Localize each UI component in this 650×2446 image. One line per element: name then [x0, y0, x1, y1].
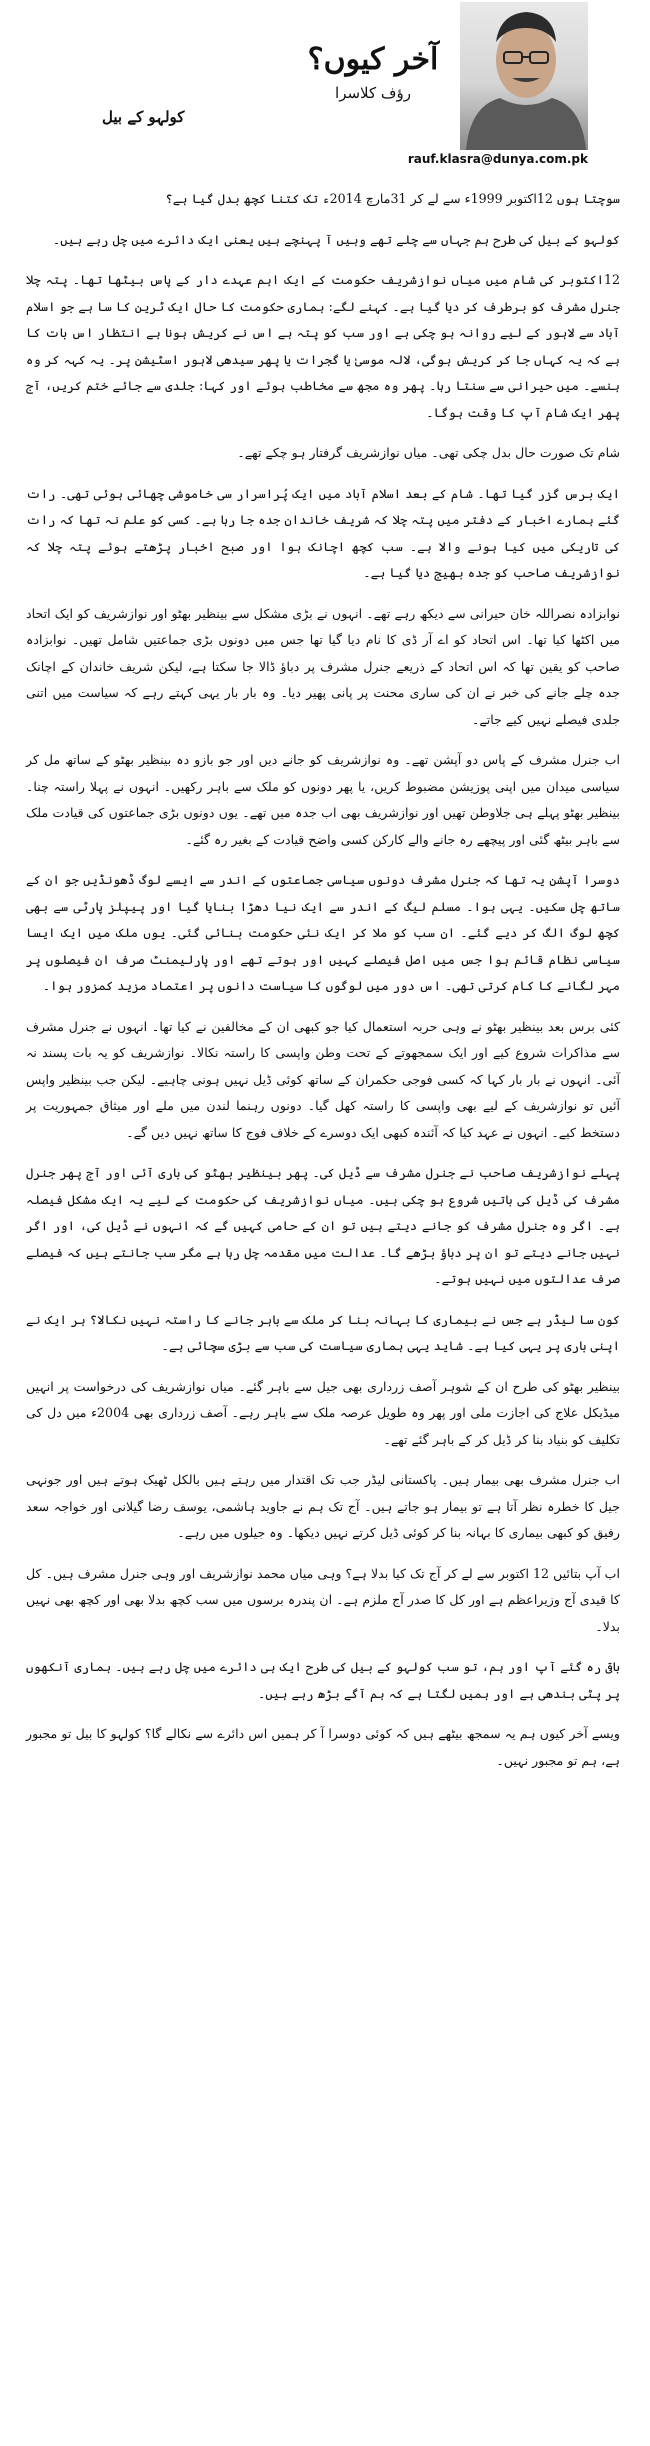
- author-email[interactable]: rauf.klasra@dunya.com.pk: [407, 152, 588, 166]
- paragraph: ویسے آخر کیوں ہم یہ سمجھ بیٹھے ہیں کہ کوئی دوسرا آ کر ہمیں اس دائرے سے نکالے گا؟ کولہو کا بیل تو مجبور ہے، ہم تو مجبور نہیں۔: [26, 1726, 620, 1768]
- article-body: [26, 186, 620, 1788]
- paragraph: اب جنرل مشرف کے پاس دو آپشن تھے۔ وہ نوازشریف کو جانے دیں اور جو بازو دہ بینظیر بھٹو کے ساتھ مل کر سیاسی میدان میں اپنی پوزیشن مضبوط کریں، یا پھر دونوں کو ملک سے باہر رکھیں۔ انہوں نے پہلا راستہ چنا۔ بینظیر بھٹو پہلے ہی جلاوطن تھیں اور نوازشریف بھی اب جدہ میں تھے۔ یوں دونوں بڑی جماعتوں کی قیادت ملک سے باہر بیٹھ گئی اور پیچھے رہ جانے والے کارکن کسی واضح قیادت کے بغیر رہ گئے۔: [26, 752, 620, 847]
- paragraph: شام تک صورت حال بدل چکی تھی۔ میاں نوازشریف گرفتار ہو چکے تھے۔: [237, 445, 620, 460]
- paragraph: نوابزادہ نصراللہ خان حیرانی سے دیکھ رہے تھے۔ انہوں نے بڑی مشکل سے بینظیر بھٹو اور نوازشریف کو ایک اتحاد میں اکٹھا کیا تھا۔ اس اتحاد کو اے آر ڈی کا نام دیا گیا تھا جس میں دونوں بڑی جماعتیں شامل تھیں۔ نوابزادہ صاحب کو یقین تھا کہ اس اتحاد کے ذریعے جنرل مشرف پر دباؤ ڈالا جا سکتا ہے، لیکن شریف خاندان کے اچانک جدہ چلے جانے کی خبر نے ان کی ساری محنت پر پانی پھیر دیا۔ وہ بار بار یہی کہتے رہے کہ سیاست میں اتنی جلدی فیصلے نہیں کیے جاتے۔: [26, 605, 620, 727]
- column-header: [22, 0, 620, 180]
- column-masthead: [298, 40, 448, 102]
- masthead-title: آخر کیوں؟: [307, 42, 439, 77]
- paragraph: دوسرا آپشن یہ تھا کہ جنرل مشرف دونوں سیاسی جماعتوں کے اندر سے ایسے لوگ ڈھونڈیں جو ان کے ساتھ چل سکیں۔ یہی ہوا۔ مسلم لیگ کے اندر سے ایک نیا دھڑا بنایا گیا اور پیپلز پارٹی سے بھی کچھ لوگ الگ کر دیے گئے۔ ان سب کو ملا کر ایک نئی حکومت بنائی گئی۔ یوں ملک میں ایک ایسا سیاسی نظام قائم ہوا جس میں اصل فیصلے کہیں اور ہوتے تھے اور پارلیمنٹ صرف ان فیصلوں پر مہر لگانے کا کام کرتی تھی۔ اس دور میں لوگوں کا سیاست دانوں پر اعتماد مزید کمزور ہوا۔: [26, 872, 620, 993]
- column-title: کولہو کے بیل: [102, 108, 185, 126]
- author-name: رؤف کلاسرا: [335, 84, 411, 102]
- paragraph: اب آپ بتائیں 12 اکتوبر سے لے کر آج تک کیا بدلا ہے؟ وہی میاں محمد نوازشریف اور وہی جنرل مشرف ہیں۔ کل کا قیدی آج وزیراعظم ہے اور کل کا صدر آج ملزم ہے۔ ان پندرہ برسوں میں سب کچھ بدلا بھی اور کچھ بھی نہیں بدلا۔: [26, 1565, 620, 1634]
- paragraph: ایک برس گزر گیا تھا۔ شام کے بعد اسلام آباد میں ایک پُراسرار سی خاموشی چھائی ہوئی تھی۔ رات گئے ہمارے اخبار کے دفتر میں پتہ چلا کہ شریف خاندان جدہ جا رہا ہے۔ کسی کو علم نہ تھا کہ رات کی تاریکی میں کیا ہونے والا ہے۔ سب کچھ اچانک ہوا اور صبح اخبار پڑھتے ہوئے پتہ چلا کہ نوازشریف صاحب کو جدہ بھیج دیا گیا ہے۔: [26, 485, 620, 580]
- paragraph: باقی رہ گئے آپ اور ہم، تو سب کولہو کے بیل کی طرح ایک ہی دائرے میں چل رہے ہیں۔ ہماری آنکھوں پر پٹی بندھی ہے اور ہمیں لگتا ہے کہ ہم آگے بڑھ رہے ہیں۔: [26, 1659, 620, 1701]
- paragraph: اب جنرل مشرف بھی بیمار ہیں۔ پاکستانی لیڈر جب تک اقتدار میں رہتے ہیں بالکل ٹھیک ہوتے ہیں اور جونہی جیل کا خطرہ نظر آتا ہے تو بیمار ہو جاتے ہیں۔ آج تک ہم نے جاوید ہاشمی، یوسف رضا گیلانی اور خواجہ سعد رفیق کو کبھی بیماری کا بہانہ بنا کر کوئی ڈیل کرتے نہیں دیکھا۔ وہ جیلوں میں رہے۔: [26, 1472, 620, 1540]
- paragraph: بینظیر بھٹو کی طرح ان کے شوہر آصف زرداری بھی جیل سے باہر گئے۔ میاں نوازشریف کی درخواست پر انہیں میڈیکل علاج کی اجازت ملی اور پھر وہ طویل عرصہ ملک سے باہر رہے۔ آصف زرداری بھی 2004ء میں دل کی تکلیف کو بنیاد بنا کر ڈیل کر کے باہر گئے تھے۔: [26, 1378, 620, 1447]
- paragraph: پہلے نوازشریف صاحب نے جنرل مشرف سے ڈیل کی۔ پھر بینظیر بھٹو کی باری آئی اور آج پھر جنرل مشرف کی ڈیل کی باتیں شروع ہو چکی ہیں۔ میاں نوازشریف کی حکومت کے لیے یہ ایک مشکل فیصلہ ہے۔ اگر وہ جنرل مشرف کو جانے دیتے ہیں تو ان کے حامی کہیں گے کہ انہوں نے ڈیل کی، اور اگر نہیں جانے دیتے تو ان پر دباؤ بڑھے گا۔ عدالت میں مقدمہ چل رہا ہے مگر سب جانتے ہیں کہ فیصلے صرف عدالتوں میں نہیں ہوتے۔: [26, 1165, 620, 1286]
- paragraph: 12اکتوبر کی شام میں میاں نوازشریف حکومت کے ایک اہم عہدے دار کے پاس بیٹھا تھا۔ پتہ چلا جنرل مشرف کو برطرف کر دیا گیا ہے۔ کہنے لگے: ہماری حکومت کا حال ایک ٹرین کا سا ہے جو اسلام آباد سے لاہور کے لیے روانہ ہو چکی ہے اور سب کو پتہ ہے اس نے کریش ہونا ہے انتظار اس بات کا ہے کہ یہ کہاں جا کر کریش ہوگی، لالہ موسیٰ یا گجرات یا پھر سیدھی لاہور اسٹیشن پر۔ یہ کہہ کر وہ ہنسے۔ میں حیرانی سے سنتا رہا۔ پھر وہ مجھ سے مخاطب ہوئے اور کہا: جلدی سے جائے ختم کریں، آج پھر ایک شام آپ کا وقت ہوگا۔: [26, 272, 620, 420]
- author-photo: [460, 2, 588, 150]
- paragraph: سوچتا ہوں 12اکتوبر 1999ء سے لے کر 31مارچ 2014ء تک کتنا کچھ بدل گیا ہے؟: [165, 191, 620, 206]
- paragraph: کئی برس بعد بینظیر بھٹو نے وہی حربہ استعمال کیا جو کبھی ان کے مخالفین نے کیا تھا۔ انہوں نے جنرل مشرف سے مذاکرات شروع کیے اور ایک سمجھوتے کے تحت وطن واپسی کا راستہ نکالا۔ نوازشریف کو یہ بات پسند نہ آئی۔ انہوں نے بار بار کہا کہ کسی فوجی حکمران کے ساتھ کوئی ڈیل نہیں ہونی چاہیے۔ لیکن جب بینظیر واپس آئیں تو نوازشریف کے لیے بھی واپسی کا راستہ کھل گیا۔ دونوں رہنما لندن میں ملے اور میثاق جمہوریت پر دستخط کیے۔ انہوں نے عہد کیا کہ آئندہ کبھی ایک دوسرے کے خلاف فوج کا ساتھ نہیں دیں گے۔: [26, 1018, 620, 1140]
- paragraph: کولہو کے بیل کی طرح ہم جہاں سے چلے تھے وہیں آ پہنچے ہیں یعنی ایک دائرے میں چل رہے ہیں۔: [52, 231, 620, 247]
- paragraph: کون سا لیڈر ہے جس نے بیماری کا بہانہ بنا کر ملک سے باہر جانے کا راستہ نہیں نکالا؟ ہر ایک نے اپنی باری پر یہی کیا ہے۔ شاید یہی ہماری سیاست کی سب سے بڑی سچائی ہے۔: [26, 1311, 620, 1353]
